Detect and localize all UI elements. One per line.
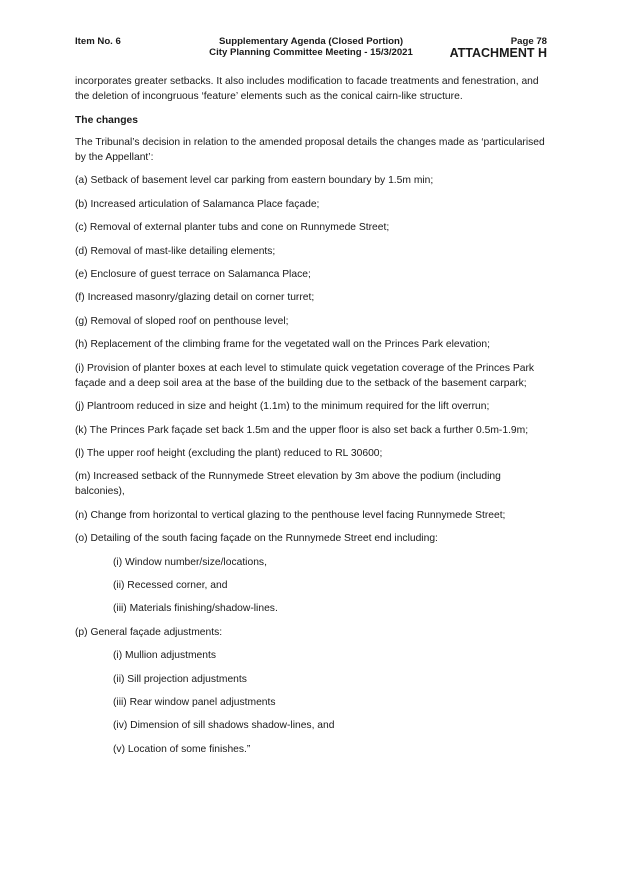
page-header-right <box>450 36 547 60</box>
change-item: (n) Change from horizontal to vertical glazing to the penthouse level facing Runnymede Street; <box>75 509 506 521</box>
item-number: Item No. 6 <box>75 36 121 47</box>
change-item: (i) Provision of planter boxes at each level to stimulate quick vegetation coverage of the Princes Park façade and a deep soil area at the base of the building due to the setback of the basement carpark; <box>75 362 535 389</box>
agenda-header <box>150 36 472 58</box>
sub-item: (iii) Materials finishing/shadow-lines. <box>113 603 278 615</box>
change-item: (j) Plantroom reduced in size and height (1.1m) to the minimum required for the lift overrun; <box>75 401 490 413</box>
sub-item: (iv) Dimension of sill shadows shadow-lines, and <box>113 720 335 732</box>
sub-item: (ii) Recessed corner, and <box>113 580 228 592</box>
change-item: (e) Enclosure of guest terrace on Salamanca Place; <box>75 268 311 280</box>
sub-item: (i) Window number/size/locations, <box>113 556 267 568</box>
change-item: (o) Detailing of the south facing façade on the Runnymede Street end including: <box>75 533 438 545</box>
sub-item: (v) Location of some finishes.” <box>113 743 251 755</box>
change-item: (b) Increased articulation of Salamanca Place façade; <box>75 198 320 210</box>
attachment-label: ATTACHMENT H <box>449 46 547 60</box>
change-item: (d) Removal of mast-like detailing elements; <box>75 245 276 257</box>
document-body <box>75 74 551 765</box>
sub-item: (i) Mullion adjustments <box>113 650 217 662</box>
section-heading: The changes <box>75 114 138 126</box>
change-item: (a) Setback of basement level car parking from eastern boundary by 1.5m min; <box>75 175 434 187</box>
change-item: (k) The Princes Park façade set back 1.5m and the upper floor is also set back a further 0.5m-1.9m; <box>75 424 529 436</box>
lead-paragraph: The Tribunal’s decision in relation to the amended proposal details the changes made as ‘particularised by the Appellant’: <box>75 136 545 163</box>
change-item: (m) Increased setback of the Runnymede Street elevation by 3m above the podium (including balconies), <box>75 471 501 498</box>
change-item: (c) Removal of external planter tubs and cone on Runnymede Street; <box>75 222 390 234</box>
agenda-title: Supplementary Agenda (Closed Portion) <box>218 36 404 47</box>
change-item: (f) Increased masonry/glazing detail on corner turret; <box>75 292 315 304</box>
change-item: (p) General façade adjustments: <box>75 626 223 638</box>
change-item: (h) Replacement of the climbing frame for the vegetated wall on the Princes Park elevation; <box>75 339 490 351</box>
sub-item: (ii) Sill projection adjustments <box>113 673 247 685</box>
intro-paragraph: incorporates greater setbacks. It also includes modification to facade treatments and fenestration, and the deletion of incongruous ‘feature’ elements such as the conical cairn-like structure. <box>75 76 539 103</box>
meeting-title: City Planning Committee Meeting - 15/3/2021 <box>209 47 413 58</box>
change-item: (l) The upper roof height (excluding the plant) reduced to RL 30600; <box>75 447 383 459</box>
change-item: (g) Removal of sloped roof on penthouse level; <box>75 315 289 327</box>
sub-item: (iii) Rear window panel adjustments <box>113 697 276 708</box>
page-number: Page 78 <box>510 36 547 47</box>
